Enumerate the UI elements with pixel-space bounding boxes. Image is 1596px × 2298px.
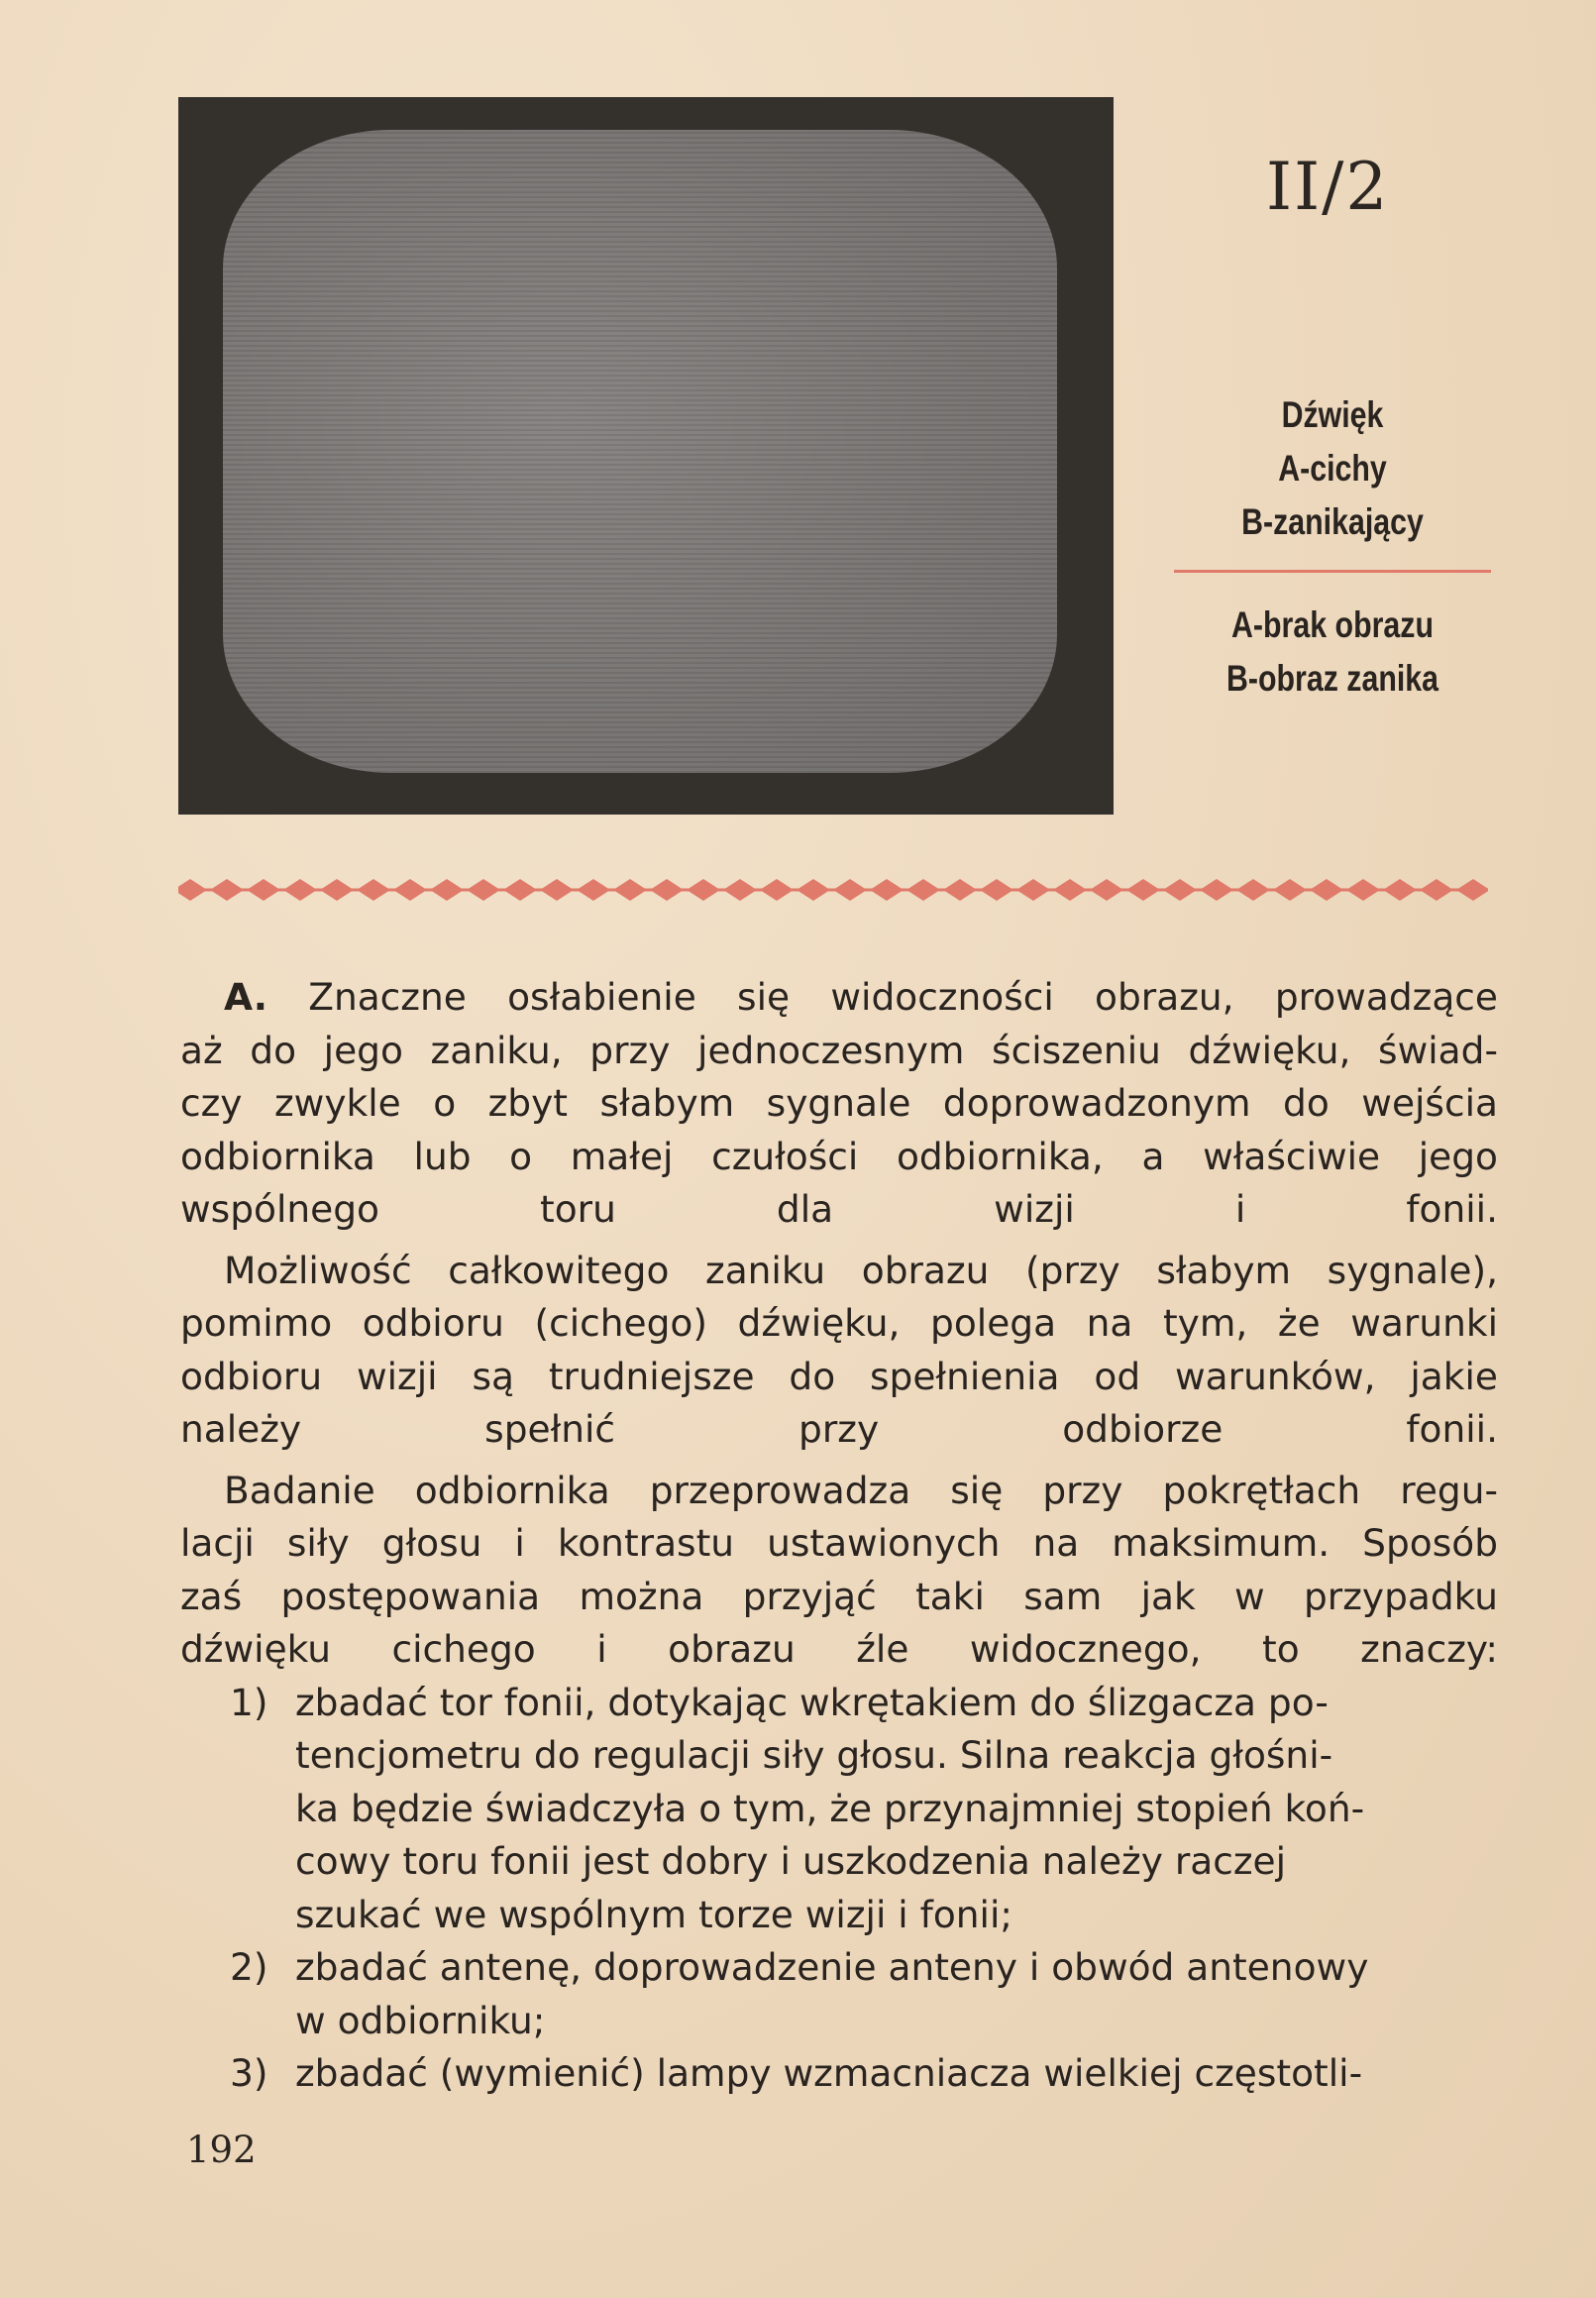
side-divider (1174, 570, 1491, 573)
ornament-diamond (1053, 879, 1087, 901)
ornament-diamond (1163, 879, 1197, 901)
paragraph-a-line: odbiornika lub o małej czułości odbiornika, a właściwie jego (180, 1134, 1498, 1178)
ornament-diamond (1383, 879, 1417, 901)
paragraph-3-line: dźwięku cichego i obrazu źle widocznego, to znaczy: (180, 1627, 1498, 1671)
paragraph-2-line: należy spełnić przy odbiorze fonii. (180, 1407, 1498, 1451)
ornament-diamond (393, 879, 427, 901)
procedure-list (180, 1677, 1498, 2101)
ornament-diamond (906, 879, 940, 901)
paragraph-3-line: Badanie odbiornika przeprowadza się przy pokrętłach regu- (224, 1468, 1498, 1512)
sound-heading: Dźwięk (1281, 394, 1384, 435)
ornament-diamond (1200, 879, 1233, 901)
list-item (180, 1941, 1498, 2047)
ornament-diamond (980, 879, 1013, 901)
ornament-diamond (503, 879, 537, 901)
ornament-diamond (943, 879, 977, 901)
image-symptoms (1203, 599, 1462, 706)
ornament-diamond (283, 879, 317, 901)
ornament-diamond (430, 879, 464, 901)
list-item-number: 3) (230, 2051, 268, 2095)
page-number: 192 (186, 2129, 257, 2171)
paragraph-a (180, 971, 1498, 1237)
ornament-diamond (1126, 879, 1160, 901)
diamond-ornament-divider (178, 872, 1488, 908)
paragraph-3 (180, 1465, 1498, 1677)
paragraph-3-line: zaś postępowania można przyjąć taki sam jak w przypadku (180, 1574, 1498, 1618)
ornament-diamond (760, 879, 794, 901)
ornament-diamond (320, 879, 354, 901)
ornament-diamond (540, 879, 574, 901)
ornament-diamond (247, 879, 280, 901)
paragraph-2-line: odbioru wizji są trudniejsze do spełnienia od warunków, jakie (180, 1354, 1498, 1398)
image-symptom-a: A-brak obrazu (1230, 604, 1434, 645)
sound-symptom-a: A-cichy (1278, 448, 1387, 489)
paragraph-a-line: wspólnego toru dla wizji i fonii. (180, 1187, 1498, 1231)
sound-symptom-b: B-zanikający (1241, 501, 1424, 542)
list-item-number: 2) (230, 1945, 268, 1989)
section-code: II/2 (1266, 149, 1390, 225)
ornament-diamond (1236, 879, 1270, 901)
ornament-diamond (1420, 879, 1453, 901)
ornament-diamond (797, 879, 830, 901)
ornament-diamond (210, 879, 244, 901)
paragraph-2 (180, 1245, 1498, 1457)
ornament-diamond (650, 879, 684, 901)
paragraph-a-line: aż do jego zaniku, przy jednoczesnym ściszeniu dźwięku, świad- (180, 1028, 1498, 1072)
ornament-diamond (833, 879, 867, 901)
list-item-line: tencjometru do regulacji siły głosu. Silna reakcja głośni- (295, 1733, 1333, 1777)
list-item-line: zbadać tor fonii, dotykając wkrętakiem do ślizgacza po- (295, 1680, 1329, 1724)
list-item-line: ka będzie świadczyła o tym, że przynajmniej stopień koń- (295, 1786, 1365, 1830)
main-text (180, 971, 1498, 2101)
list-item (180, 2047, 1498, 2101)
ornament-diamond (178, 879, 207, 901)
image-symptom-b: B-obraz zanika (1225, 658, 1439, 699)
ornament-diamond (687, 879, 720, 901)
paragraph-a-line: czy zwykle o zbyt słabym sygnale doprowadzonym do wejścia (180, 1081, 1498, 1125)
sound-symptoms (1203, 388, 1462, 549)
ornament-diamond (613, 879, 647, 901)
ornament-diamond (1273, 879, 1307, 901)
paragraph-3-line: lacji siły głosu i kontrastu ustawionych na maksimum. Sposób (180, 1521, 1498, 1565)
ornament-diamond (1456, 879, 1488, 901)
ornament-diamond (1346, 879, 1380, 901)
list-item-line: cowy toru fonii jest dobry i uszkodzenia należy raczej (295, 1839, 1287, 1883)
list-item-number: 1) (230, 1680, 268, 1724)
list-item-line: w odbiorniku; (295, 1998, 546, 2042)
tv-screen-illustration (223, 130, 1057, 773)
ornament-diamond (577, 879, 610, 901)
ornament-diamond (357, 879, 390, 901)
list-item (180, 1677, 1498, 1942)
list-item-line: zbadać antenę, doprowadzenie anteny i obwód antenowy (295, 1945, 1369, 1989)
list-item-line: szukać we wspólnym torze wizji i fonii; (295, 1892, 1012, 1936)
ornament-diamond (1090, 879, 1123, 901)
ornament-diamond (723, 879, 757, 901)
paragraph-a-line: Znaczne osłabienie się widoczności obrazu, prowadzące (308, 975, 1498, 1019)
list-item-line: zbadać (wymienić) lampy wzmacniacza wielkiej częstotli- (295, 2051, 1363, 2095)
paragraph-a-lead: A. (224, 975, 267, 1019)
ornament-diamond (1016, 879, 1050, 901)
paragraph-2-line: pomimo odbioru (cichego) dźwięku, polega na tym, że warunki (180, 1301, 1498, 1345)
ornament-diamond (467, 879, 500, 901)
ornament-diamond (1310, 879, 1343, 901)
ornament-diamond (870, 879, 904, 901)
paragraph-2-line: Możliwość całkowitego zaniku obrazu (przy słabym sygnale), (224, 1248, 1498, 1292)
